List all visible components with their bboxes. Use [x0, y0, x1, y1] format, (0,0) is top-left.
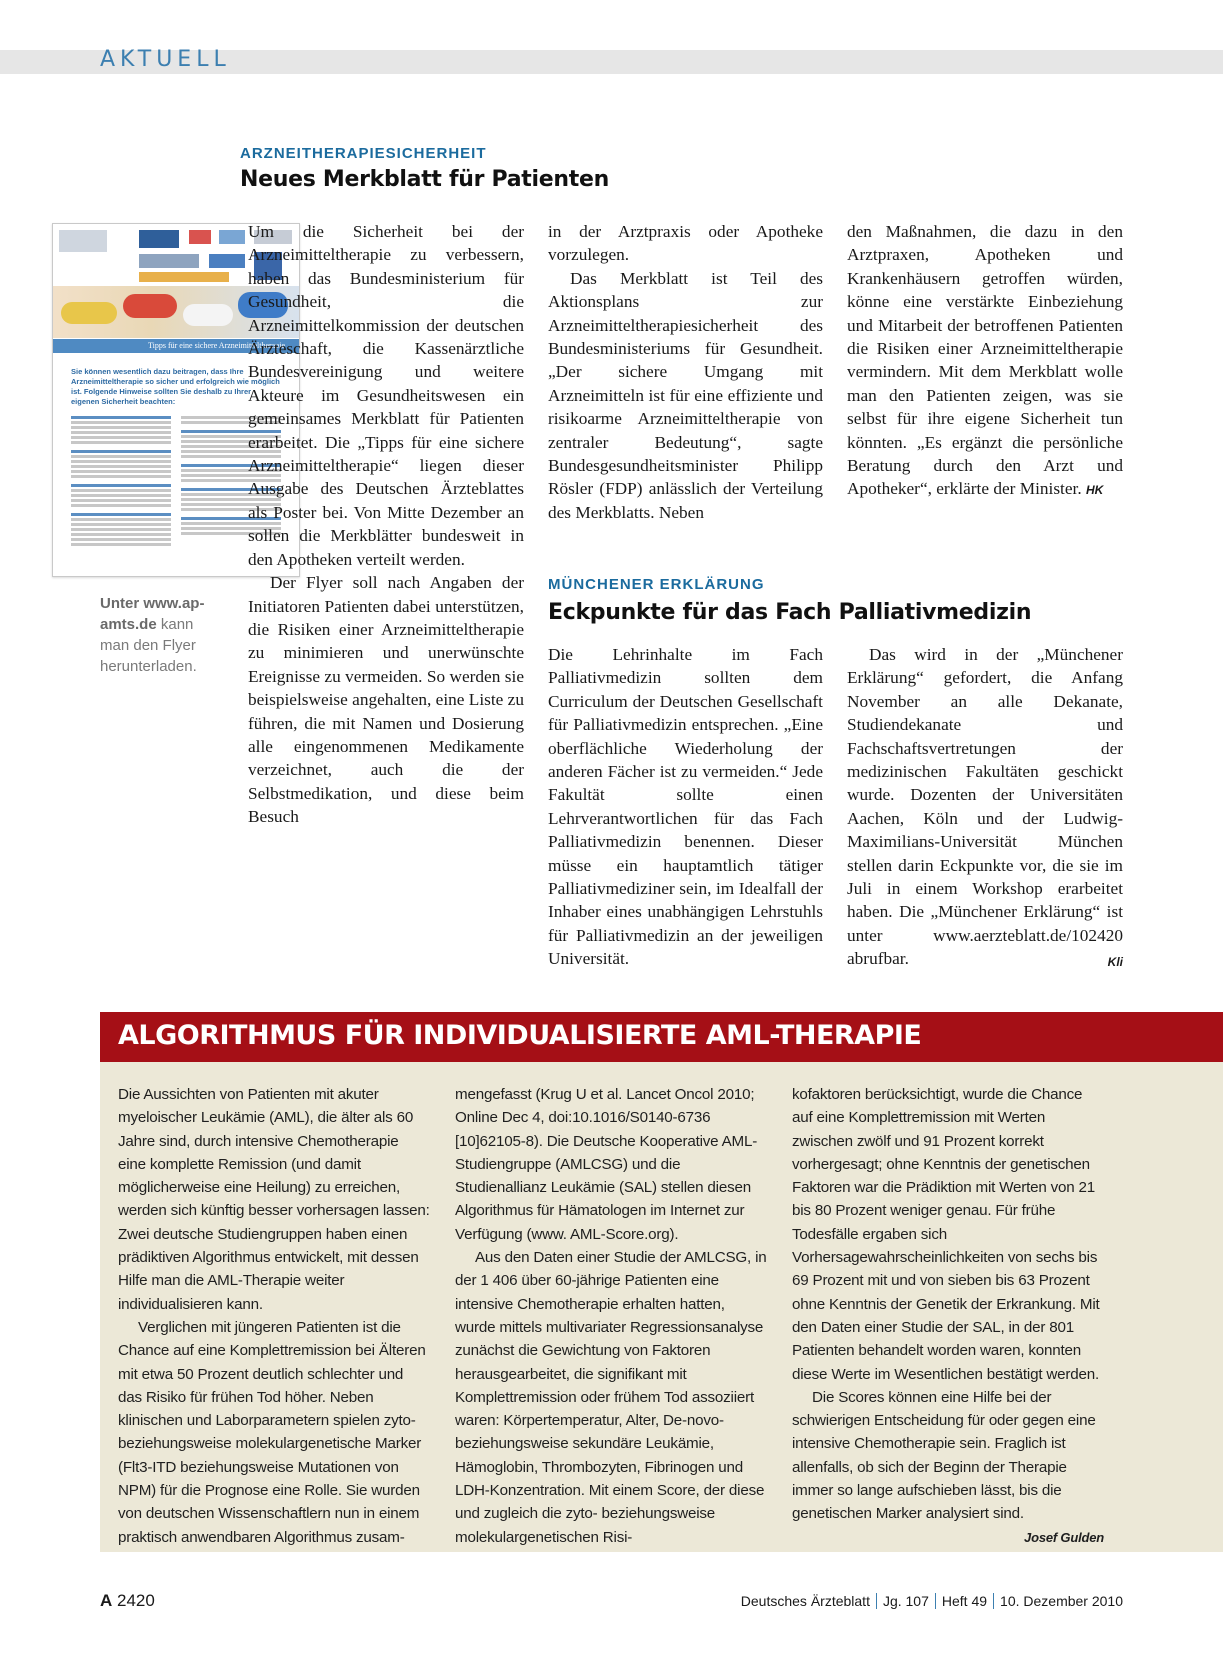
- aml-paragraph: [792, 1386, 1104, 1545]
- article1-kicker: ARZNEITHERAPIESICHERHEIT: [240, 145, 487, 162]
- aml-text: Die Scores können eine Hilfe bei der schwierigen Entscheidung für oder gegen eine intensive Chemotherapie sein. Fraglich ist allenfalls, ob sich der Beginn der Therapie immer so lange aufschieben lässt, bis die genetischen Marker analysiert sind.: [792, 1388, 1096, 1523]
- article2-paragraph: [847, 643, 1123, 971]
- article1-initials: HK: [1085, 483, 1104, 498]
- article2-title: Eckpunkte für das Fach Palliativmedizin: [548, 600, 1032, 625]
- aml-column-1: [118, 1083, 430, 1549]
- article1-paragraph: Um die Sicherheit bei der Arzneimitteltherapie zu verbessern, haben das Bundesministerium für Gesundheit, die Arzneimittelkommission der deutschen Ärzteschaft, die Kassenärztliche Bundesvereinigung und weitere Akteure im Gesundheitswesen ein gemeinsames Merkblatt für Patienten erarbeitet. Die „Tipps für eine sichere Arzneimitteltherapie“ liegen dieser Ausgabe des Deutschen Ärzteblattes als Poster bei. Von Mitte Dezember an sollen die Merkblätter bundesweit in den Apotheken verteilt werden.: [248, 222, 524, 569]
- aml-column-2: [455, 1083, 767, 1549]
- caption-link: Unter www.ap-amts.de: [100, 595, 205, 633]
- article1-paragraph: Das Merkblatt ist Teil des Aktionsplans zur Arzneimitteltherapiesicherheit des Bundesministeriums für Gesundheit. „Der sichere Umgang mit Arzneimitteln ist für eine effiziente und risikoarme Arzneimitteltherapie von zentraler Bedeutung“, sagte Bundesgesundheitsminister Philipp Rösler (FDP) anlässlich der Verteilung des Merkblatts. Neben: [548, 268, 823, 522]
- article1-paragraph: in der Arztpraxis oder Apotheke vorzulegen.: [548, 222, 823, 265]
- article1-column-2: [548, 220, 823, 524]
- aml-box-title: ALGORITHMUS FÜR INDIVIDUALISIERTE AML-THERAPIE: [118, 1020, 922, 1051]
- article1-column-3: [847, 220, 1123, 503]
- article1-title: Neues Merkblatt für Patienten: [240, 167, 609, 192]
- footer-publication: [741, 1593, 1123, 1609]
- article1-paragraph: [847, 220, 1123, 503]
- footer-volume: Jg. 107: [882, 1593, 929, 1609]
- flyer-intro: Sie können wesentlich dazu beitragen, dass Ihre Arzneimitteltherapie so sicher und erfolgreich wie möglich ist. Folgende Hinweise sollten Sie deshalb zu Ihrer eigenen Sicherheit beachten:: [71, 367, 280, 406]
- aml-column-3: [792, 1083, 1104, 1549]
- flyer-banner: Tipps für eine sichere Arzneimitteltherapie: [53, 339, 299, 353]
- aml-paragraph: mengefasst (Krug U et al. Lancet Oncol 2010; Online Dec 4, doi:10.1016/S0140-6736 [10]62105-8). Die Deutsche Kooperative AML-Studiengruppe (AMLCSG) und die Studienallianz Leukämie (SAL) stellen diesen Algorithmus für Hämatologen im Internet zur Verfügung (www. AML-Score.org).: [455, 1086, 758, 1243]
- footer-date: 10. Dezember 2010: [1000, 1593, 1123, 1609]
- section-label: AKTUELL: [100, 47, 231, 72]
- page-number-value: 2420: [117, 1591, 155, 1610]
- article1-column-1: [248, 220, 524, 829]
- article2-kicker: MÜNCHENER ERKLÄRUNG: [548, 576, 765, 593]
- footer-separator: [993, 1593, 994, 1609]
- footer-journal: Deutsches Ärzteblatt: [740, 1593, 870, 1609]
- flyer-caption: [100, 593, 225, 677]
- aml-paragraph: Die Aussichten von Patienten mit akuter myeloischer Leukämie (AML), die älter als 60 Jahre sind, durch intensive Chemotherapie eine komplette Remission (und damit möglicherweise eine Heilung) zu erreichen, werden sich künftig besser vorhersagen lassen: Zwei deutsche Studiengruppen haben einen prädiktiven Algorithmus entwickelt, mit dessen Hilfe man die AML-Therapie weiter individualisieren kann.: [118, 1086, 430, 1313]
- article2-column-1: [548, 643, 823, 971]
- article1-text: den Maßnahmen, die dazu in den Arztpraxen, Apotheken und Krankenhäusern getroffen würden, könne eine verstärkte Einbeziehung und Mitarbeit der betroffenen Patienten die Risiken einer Arzneimitteltherapie vermindern. Mit dem Merkblatt wolle man den Patienten zeigen, was sie selbst für ihre eigene Sicherheit tun könnten. „Es ergänzt die persönliche Beratung durch den Arzt und Apotheker“, erklärte der Minister.: [847, 222, 1123, 499]
- page-prefix: A: [100, 1591, 113, 1610]
- footer-separator: [876, 1593, 877, 1609]
- aml-author: Josef Gulden: [1024, 1529, 1104, 1545]
- article2-initials: Kli: [1107, 955, 1123, 970]
- flyer-text-left: [71, 416, 171, 548]
- article1-paragraph: Der Flyer soll nach Angaben der Initiatoren Patienten dabei unterstützen, die Risiken einer Arzneimitteltherapie zu minimieren und unerwünschte Ereignisse zu vermeiden. So werden sie beispielsweise angehalten, eine Liste zu führen, die mit Namen und Dosierung alle eingenommenen Medikamente verzeichnet, auch die der Selbstmedikation, und diese beim Besuch: [248, 573, 524, 827]
- aml-paragraph: kofaktoren berücksichtigt, wurde die Chance auf eine Komplettremission mit Werten zwischen zwölf und 91 Prozent korrekt vorhergesagt; ohne Kenntnis der genetischen Faktoren war die Prädiktion mit Werten von 21 bis 80 Prozent weniger genau. Für frühe Todesfälle ergaben sich Vorhersagewahrscheinlichkeiten von sechs bis 69 Prozent mit und von sieben bis 63 Prozent ohne Kenntnis der Genetik der Erkrankung. Mit den Daten einer Studie der SAL, in der 801 Patienten behandelt worden waren, konnten diese Werte im Wesentlichen bestätigt werden.: [792, 1086, 1100, 1383]
- page-number: [100, 1591, 155, 1611]
- footer-issue: Heft 49: [941, 1593, 988, 1609]
- footer-separator: [935, 1593, 936, 1609]
- aml-paragraph: Verglichen mit jüngeren Patienten ist die Chance auf eine Komplettremission bei Älteren mit etwa 50 Prozent deutlich schlechter und das Risiko für frühen Tod höher. Neben klinischen und Laborparametern spielen zyto- beziehungsweise molekulargenetische Marker (Flt3-ITD beziehungsweise Mutationen von NPM) für die Prognose eine Rolle. Sie wurden von deutschen Wissenschaftlern nun in einem praktisch anwendbaren Algorithmus zusam-: [118, 1318, 426, 1546]
- article2-column-2: [847, 643, 1123, 975]
- article2-text: Das wird in der „Münchener Erklärung“ gefordert, die Anfang November an alle Dekanate, Studiendekanate und Fachschaftsvertretungen der medizinischen Fakultäten geschickt wurde. Dozenten der Universitäten Aachen, Köln und der Ludwig-Maximilians-Universität München stellen darin Eckpunkte vor, die sie im Juli in einem Workshop erarbeitet haben. Die „Münchener Erklärung“ ist unter www.aerzteblatt.de/102420 abrufbar.: [847, 645, 1123, 969]
- article2-paragraph: Die Lehrinhalte im Fach Palliativmedizin sollten dem Curriculum der Deutschen Gesellschaft für Palliativmedizin entsprechen. „Eine oberflächliche Wiederholung der anderen Fächer ist zu vermeiden.“ Jede Fakultät sollte einen Lehrverantwortlichen für das Fach Palliativmedizin benennen. Dieser müsse ein hauptamtlich tätiger Palliativmediziner sein, im Idealfall der Inhaber eines unabhängigen Lehrstuhls für Palliativmedizin an der jeweiligen Universität.: [548, 645, 823, 969]
- aml-paragraph: Aus den Daten einer Studie der AMLCSG, in der 1 406 über 60-jährige Patienten eine intensive Chemotherapie erhalten hatten, wurde mittels multivariater Regressionsanalyse zunächst die Gewichtung von Faktoren herausgearbeitet, die signifikant mit Komplettremission oder frühem Tod assoziiert waren: Körpertemperatur, Alter, De-novo- beziehungsweise sekundäre Leukämie, Hämoglobin, Thrombozyten, Fibrinogen und LDH-Konzentration. Mit einem Score, der diese und zugleich die zyto- beziehungsweise molekulargenetischen Risi-: [455, 1249, 767, 1546]
- caption-text: kann man den Flyer herunterladen.: [100, 616, 197, 675]
